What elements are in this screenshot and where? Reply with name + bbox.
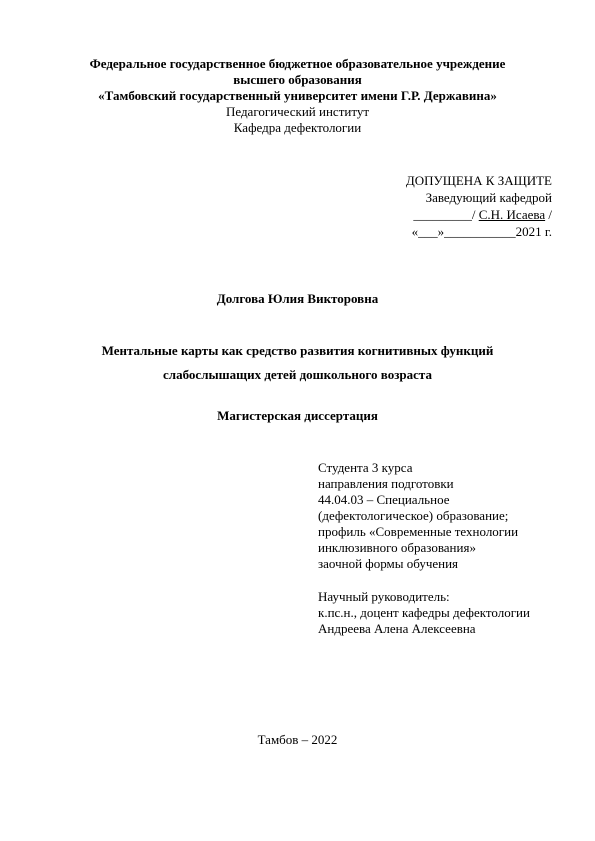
university-header [0,56,595,136]
approval-signature [332,206,552,223]
approval-block [332,172,552,240]
head-name: С.Н. Исаева [478,207,546,222]
header-line-2: высшего образования [233,72,362,87]
student-line-1: Студента 3 курса [318,460,413,475]
supervisor-name: Андреева Алена Алексеевна [318,621,476,636]
header-line-3: «Тамбовский государственный университет имени Г.Р. Державина» [98,88,497,103]
student-line-5: профиль «Современные технологии [318,524,519,539]
approval-role: Заведующий кафедрой [425,190,552,205]
signature-blank: _________/ [413,207,479,222]
student-line-7: заочной формы обучения [318,556,459,571]
student-line-2: направления подготовки [318,476,454,491]
student-line-4: (дефектологическое) образование; [318,508,509,523]
supervisor-position: к.пс.н., доцент кафедры дефектологии [318,605,530,620]
city-year: Тамбов – 2022 [257,732,338,747]
supervisor-info [318,589,578,637]
signature-end: / [545,207,552,222]
student-line-3: 44.04.03 – Специальное [318,492,450,507]
department-name: Кафедра дефектологии [233,120,362,135]
thesis-title-line-2: слабослышащих детей дошкольного возраста [163,367,432,382]
approval-title: ДОПУЩЕНА К ЗАЩИТЕ [405,173,552,188]
student-line-6: инклюзивного образования» [318,540,476,555]
thesis-title [0,339,595,387]
author-name: Долгова Юлия Викторовна [216,291,379,306]
header-line-1: Федеральное государственное бюджетное образовательное учреждение [89,56,506,71]
institute-name: Педагогический институт [225,104,370,119]
supervisor-label: Научный руководитель: [318,589,450,604]
work-type: Магистерская диссертация [217,408,378,423]
approval-date: «___»___________2021 г. [411,224,552,239]
thesis-title-line-1: Ментальные карты как средство развития когнитивных функций [101,343,494,358]
student-info [318,460,578,572]
